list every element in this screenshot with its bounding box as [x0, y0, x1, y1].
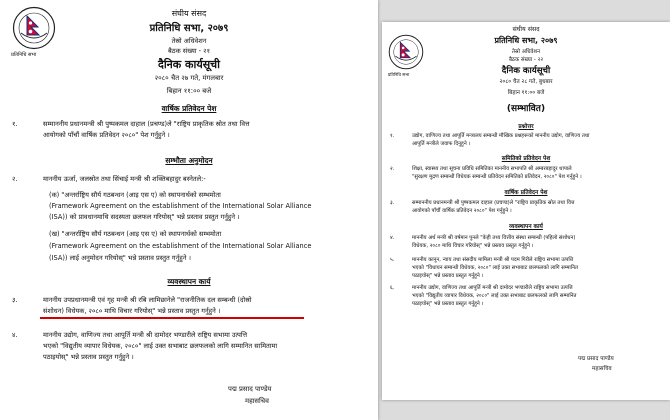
agenda-item-4-line: विधेयक, २०८० माथि विचार गरियोस्" भन्ने प्रस्ताव प्रस्तुत गर्नुहुने । — [412, 243, 534, 249]
page-title: दैनिक कार्यसूची — [501, 66, 551, 76]
meeting-number: बैठक संख्या - २२ — [508, 57, 544, 63]
logo-caption: प्रतिनिधि सभा — [388, 72, 410, 77]
agenda-item-2-line: (Framework Agreement on the establishment of the International Solar Alliance — [49, 202, 312, 210]
agenda-item-2-line: (Framework Agreement on the establishment of the International Solar Alliance — [49, 242, 312, 250]
meeting-date: २०८० चैत २७ गते, मंगलबार — [154, 74, 224, 82]
agenda-item-6-line: पठाइयोस्" भन्ने प्रस्ताव प्रस्तुत गर्नुहुने । — [412, 301, 484, 307]
agenda-item-1-line: आपूर्ति मन्त्रीले जवाफ दिनुहुने । — [412, 141, 471, 147]
agenda-item-3-line: माननीय उपप्रधानमन्त्री एवं गृह मन्त्री श्री रबि लामिछानेले "राजनीतिक दल सम्बन्धी (दोस्रो — [43, 296, 252, 304]
item-number: ३. — [12, 296, 18, 304]
parliament-name: संघीय संसद — [171, 9, 207, 18]
agenda-item-1-line: उद्योग, वाणिज्य तथा आपूर्ति मन्त्रालय सम्बन्धी मौखिक प्रश्नहरूको माननीय उद्योग, वाणिज्य तथा — [412, 133, 590, 139]
item-number: १. — [390, 133, 395, 139]
agenda-item-4-line: पठाइयोस्" भन्ने प्रस्ताव प्रस्तुत गर्नुहुने । — [43, 353, 134, 361]
agenda-item-5-line: पठाइयोस्" भन्ने प्रस्ताव प्रस्तुत गर्नुहुने । — [412, 273, 484, 279]
signatory-name: पद्म प्रसाद पाण्डेय — [578, 356, 614, 362]
agenda-item-4-line: माननीय उद्योग, वाणिज्य तथा आपूर्ति मन्त्री श्री दामोदर भण्डारीले राष्ट्रिय सभामा उत्पत्ति — [43, 331, 248, 339]
page-title: दैनिक कार्यसूची — [157, 58, 221, 71]
agenda-item-1-line: आयोगको पाँचौं वार्षिक प्रतिवेदन २०८०" पेश गर्नुहुने । — [43, 131, 170, 139]
agenda-item-2-line: माननीय ऊर्जा, जलस्रोत तथा सिंचाई मन्त्री श्री शक्तिबहादुर बस्नेतले:- — [43, 175, 206, 183]
item-number: ३. — [390, 200, 395, 206]
parliament-name: संघीय संसद — [512, 26, 540, 33]
agenda-item-6-line: माननीय उद्योग, वाणिज्य तथा आपूर्ति मन्त्री श्री दामोदर भण्डारीले राष्ट्रिय सभामा उत्पत्ति — [412, 285, 573, 291]
signatory-name: पद्म प्रसाद पाण्डेय — [228, 385, 272, 393]
tentative-label: (सम्भावित) — [506, 104, 546, 114]
item-number: ४. — [390, 235, 395, 241]
agenda-item-1-line: सम्माननीय प्रधानमन्त्री श्री पुष्पकमल दाहाल (प्रचण्ड)ले "राष्ट्रिय प्राकृतिक स्रोत तथा वित्त — [43, 120, 250, 128]
house-name: प्रतिनिधि सभा, २०७९ — [494, 36, 558, 45]
meeting-number: बैठक संख्या - २१ — [167, 47, 211, 55]
agenda-item-3-line: सम्माननीय प्रधानमन्त्री श्री पुष्पकमल दाहाल (प्रचण्ड)ले "राष्ट्रिय प्राकृतिक स्रोत तथा वित्त — [412, 200, 575, 206]
house-name: प्रतिनिधि सभा, २०७९ — [149, 23, 229, 34]
agenda-item-3-line: संशोधन) विधेयक, २०८० माथि विचार गरियोस्" भन्ने प्रस्ताव प्रस्तुत गर्नुहुने । — [43, 307, 221, 315]
section-heading-legislation: व्यवस्थापन कार्य — [509, 224, 543, 230]
session-label: तेस्रो अधिवेशन — [171, 37, 207, 45]
agenda-item-5-line: माननीय कानून, न्याय तथा संसदीय मामिला मन्त्री श्री पदम गिरीले राष्ट्रिय सभामा उत्पत्ति — [412, 257, 574, 263]
section-heading-committee-report: समितिको प्रतिवेदन पेश — [501, 156, 551, 162]
item-number: १. — [12, 120, 18, 128]
section-heading-question-answer: प्रश्नोत्तर — [518, 124, 534, 130]
agenda-item-4-line: माननीय अर्थ मन्त्री श्री वर्षमान पुनले "केही तथ्य वित्तीय संस्था सम्बन्धी (पहिलो संशोधन) — [412, 235, 576, 241]
item-number: ४. — [12, 331, 18, 339]
meeting-time: बिहान ११:०० बजे — [507, 90, 545, 96]
agenda-item-4-line: भएको "विद्युतीय व्यापार विधेयक, २०८०" लाई उक्त सभाबाट छलफलको लागि सम्मानित सामितामा — [43, 342, 278, 350]
agenda-item-6-line: भएको "विद्युतीय व्यापार विधेयक, २०८०" लाई उक्त सभाबाट छलफलको लागि सम्मानित — [412, 293, 577, 299]
red-underline-annotation — [40, 317, 304, 319]
section-heading-annual-report: वार्षिक प्रतिवेदन पेश — [504, 190, 548, 196]
agenda-item-2-line: शिक्षा, स्वास्थ्य तथा सूचना प्रविधि समितिका माननीय सभापति श्री अम्बरबहादुर थापाले — [412, 166, 572, 172]
item-number: २. — [390, 166, 395, 172]
meeting-date: २०८० चैत २८ गते, बुधबार — [499, 79, 553, 85]
item-number: ५. — [390, 257, 395, 263]
agenda-item-3-line: आयोगको पाँचौं वार्षिक प्रतिवेदन २०८०" पेश गर्नुहुने । — [412, 208, 512, 214]
agenda-item-2-line: (क) "अन्तर्राष्ट्रिय सौर्य गठबन्धन (आइ एस ए) को स्थापनार्थको सम्भमोता — [49, 191, 221, 199]
logo-caption: प्रतिनिधि सभा — [11, 52, 37, 58]
agenda-page-2 — [382, 22, 670, 400]
agenda-item-2-line: "सुरक्षण मुद्रण सम्बन्धी विधेयक सम्बन्धी प्रतिवेदन समितिको प्रतिवेदन, २०८०" पेश गर्नुहुने । — [412, 174, 582, 180]
item-number: ६. — [390, 285, 395, 291]
session-label: तेस्रो अधिवेशन — [511, 49, 541, 55]
agenda-item-2-line: (ख) "अन्तर्राष्ट्रिय सौर्य गठबन्धन (आइ एस ए) को स्थापनार्थको सम्भमोता — [49, 230, 222, 238]
item-number: २. — [12, 175, 18, 183]
signatory-title: महासचिव — [245, 397, 269, 405]
agenda-item-2-line: (ISA)) लाई अनुमोदन गरियोस्" भन्ने प्रस्ताव प्रस्तुत गर्नुहुने । — [49, 254, 192, 262]
signatory-title: महासचिव — [592, 366, 612, 372]
section-heading-agreement: सम्भौता अनुमोदन — [165, 156, 213, 165]
meeting-time: बिहान ११:०० बजे — [166, 87, 212, 95]
agenda-item-5-line: भएको "विधायन सम्बन्धी विधेयक, २०८०" लाई उक्त सभाबाट छलफलको लागि सम्मानित — [412, 265, 578, 271]
agenda-item-2-line: (ISA)) को प्रावधानमाथि सदस्यता छलफल गरियोस्" भन्ने प्रस्ताव प्रस्तुत गर्नुहुने । — [49, 213, 240, 221]
section-heading-annual-report: वार्षिक प्रतिवेदन पेश — [161, 104, 217, 113]
section-heading-legislation: व्यवस्थापन कार्य — [167, 277, 211, 286]
